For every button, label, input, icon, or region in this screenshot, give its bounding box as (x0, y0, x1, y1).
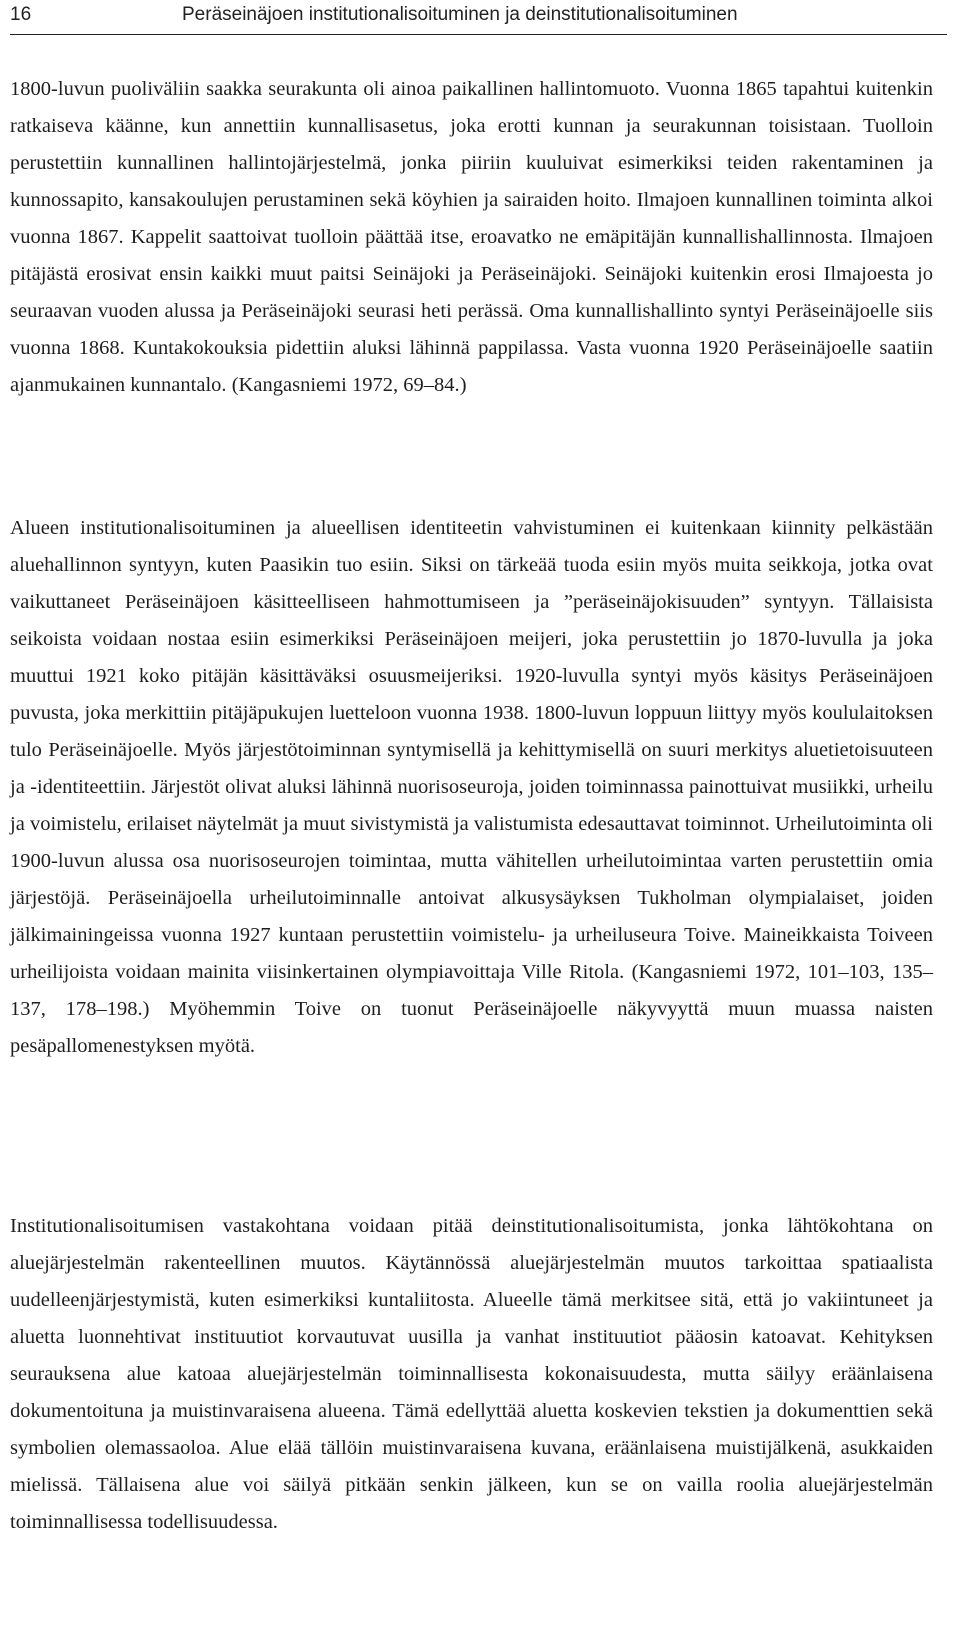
page-number: 16 (10, 4, 32, 25)
running-header (10, 0, 947, 35)
body-paragraph-1: 1800-luvun puoliväliin saakka seurakunta oli ainoa paikallinen hallintomuoto. Vuonna 1865 tapahtui kuitenkin ratkaiseva käänne, kun annettiin kunnallisasetus, joka erotti kunnan ja seurakunnan toisistaan. Tuolloin perustettiin kunnallinen hallintojärjestelmä, jonka piiriin kuuluivat esimerkiksi teiden rakentaminen ja kunnossapito, kansakoulujen perustaminen sekä köyhien ja sairaiden hoito. Ilmajoen kunnallinen toiminta alkoi vuonna 1867. Kappelit saattoivat tuolloin päättää itse, eroavatko ne emäpitäjän kunnallishallinnosta. Ilmajoen pitäjästä erosivat ensin kaikki muut paitsi Seinäjoki ja Peräseinäjoki. Seinäjoki kuitenkin erosi Ilmajoesta jo seuraavan vuoden alussa ja Peräseinäjoki seurasi heti perässä. Oma kunnallishallinto syntyi Peräseinäjoelle siis vuonna 1868. Kuntakokouksia pidettiin aluksi lähinnä pappilassa. Vasta vuonna 1920 Peräseinäjoelle saatiin ajanmukainen kunnantalo. (Kangasniemi 1972, 69–84.) (10, 78, 933, 396)
body-paragraph-2: Alueen institutionalisoituminen ja alueellisen identiteetin vahvistuminen ei kuitenkaan kiinnity pelkästään aluehallinnon syntyyn, kuten Paasikin tuo esiin. Siksi on tärkeää tuoda esiin myös muita seikkoja, jotka ovat vaikuttaneet Peräseinäjoen käsitteelliseen hahmottumiseen ja ”peräseinäjokisuuden” syntyyn. Tällaisista seikoista voidaan nostaa esiin esimerkiksi Peräseinäjoen meijeri, joka perustettiin jo 1870-luvulla ja joka muuttui 1921 koko pitäjän käsittäväksi osuusmeijeriksi. 1920-luvulla syntyi myös käsitys Peräseinäjoen puvusta, joka merkittiin pitäjäpukujen luetteloon vuonna 1938. 1800-luvun loppuun liittyy myös koululaitoksen tulo Peräseinäjoelle. Myös järjestötoiminnan syntymisellä ja kehittymisellä on suuri merkitys aluetietoisuuteen ja -identiteettiin. Järjestöt olivat aluksi lähinnä nuorisoseuroja, joiden toiminnassa painottuivat musiikki, urheilu ja voimistelu, erilaiset näytelmät ja muut sivistymistä ja valistumista edesauttavat toiminnot. Urheilutoiminta oli 1900-luvun alussa osa nuorisoseurojen toimintaa, mutta vähitellen urheilutoimintaa varten perustettiin omia järjestöjä. Peräseinäjoella urheilutoiminnalle antoivat alkusysäyksen Tukholman olympialaiset, joiden jälkimainingeissa vuonna 1927 kuntaan perustettiin voimistelu- ja urheiluseura Toive. Maineikkaista Toiveen urheilijoista voidaan mainita viisinkertainen olympiavoittaja Ville Ritola. (Kangasniemi 1972, 101–103, 135–137, 178–198.) Myöhemmin Toive on tuonut Peräseinäjoelle näkyvyyttä muun muassa naisten pesäpallomenestyksen myötä. (10, 517, 933, 1057)
running-header-title: Peräseinäjoen institutionalisoituminen ja deinstitutionalisoituminen (182, 4, 738, 25)
body-paragraph-3: Institutionalisoitumisen vastakohtana voidaan pitää deinstitutionalisoitumista, jonka lähtökohtana on aluejärjestelmän rakenteellinen muutos. Käytännössä aluejärjestelmän muutos tarkoittaa spatiaalista uudelleenjärjestymistä, kuten esimerkiksi kuntaliitosta. Alueelle tämä merkitsee sitä, että jo vakiintuneet ja aluetta luonnehtivat instituutiot korvautuvat uusilla ja vanhat instituutiot pääosin katoavat. Kehityksen seurauksena alue katoaa aluejärjestelmän toiminnallisesta kokonaisuudesta, mutta säilyy eräänlaisena dokumentoituna ja muistinvaraisena alueena. Tämä edellyttää aluetta koskevien tekstien ja dokumenttien sekä symbolien olemassaoloa. Alue elää tällöin muistinvaraisena kuvana, eräänlaisena muistijälkenä, asukkaiden mielissä. Tällaisena alue voi säilyä pitkään senkin jälkeen, kun se on vailla roolia aluejärjestelmän toiminnallisessa todellisuudessa. (10, 1215, 933, 1533)
